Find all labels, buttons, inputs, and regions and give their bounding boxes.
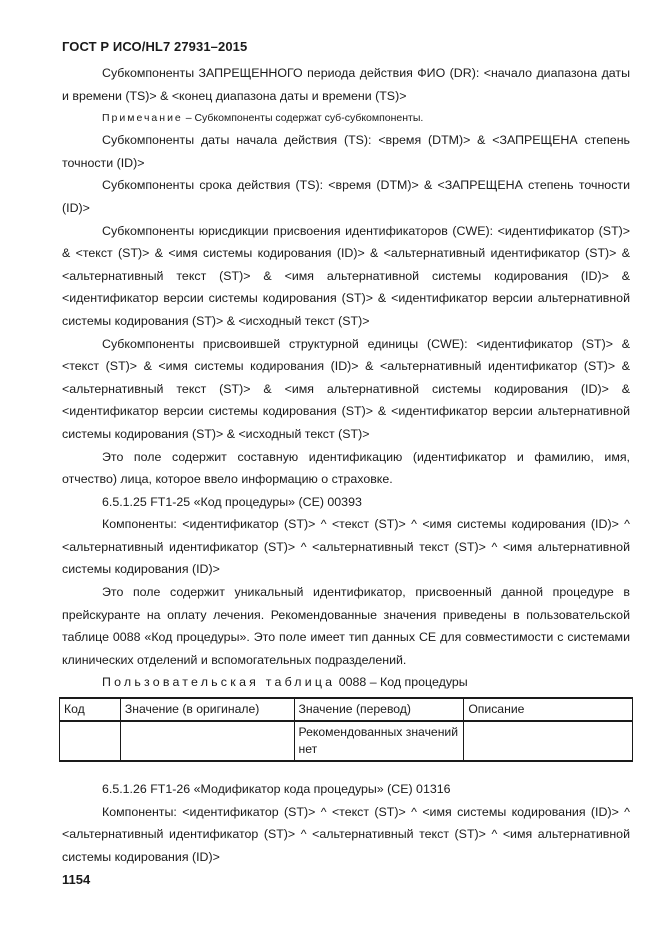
note-text: – Субкомпоненты содержат суб-субкомпоненты. [182,112,424,125]
table-cell [120,721,294,761]
table-caption [62,671,630,694]
table-cell: Рекомендованных значений нет [294,721,464,761]
paragraph: Субкомпоненты даты начала действия (TS): <время (DTM)> & <ЗАПРЕЩЕНА степень точности (ID)> [62,133,630,170]
paragraph: Компоненты: <идентификатор (ST)> ^ <текст (ST)> ^ <имя системы кодирования (ID)> ^ <альтернативный идентификатор (ST)> ^ <альтернативный текст (ST)> ^ <имя альтернативной системы кодирования (ID)> [62,517,630,577]
paragraph: Это поле содержит уникальный идентификатор, присвоенный данной процедуре в прейскуранте на оплату лечения. Рекомендованные значения приведены в пользовательской таблице 0088 «Код процедуры». Это поле имеет тип данных CE для совместимости с системами клинических отделений и вспомогательных подразделений. [62,585,630,667]
document-header: ГОСТ Р ИСО/HL7 27931–2015 [62,39,248,54]
note [62,107,630,129]
document-body [62,62,630,868]
table-row [60,721,633,761]
section-heading: 6.5.1.25 FT1-25 «Код процедуры» (CE) 00393 [102,494,362,509]
section-heading: 6.5.1.26 FT1-26 «Модификатор кода процедуры» (CE) 01316 [102,782,451,797]
paragraph: Субкомпоненты присвоившей структурной единицы (CWE): <идентификатор (ST)> & <текст (ST)> & <имя системы кодирования (ID)> & <альтернативный идентификатор (ST)> & <альтернативный текст (ST)> & <имя альтернативной системы кодирования (ID)> & <идентификатор версии системы кодирования (ST)> & <идентификатор версии альтернативной системы кодирования (ST)> & <исходный текст (ST)> [62,336,630,441]
table-header-cell: Значение (перевод) [294,698,464,721]
paragraph: Компоненты: <идентификатор (ST)> ^ <текст (ST)> ^ <имя системы кодирования (ID)> ^ <альтернативный идентификатор (ST)> ^ <альтернативный текст (ST)> ^ <имя альтернативной системы кодирования (ID)> [62,804,630,864]
table-header-row [60,698,633,721]
table-header-cell: Значение (в оригинале) [120,698,294,721]
table-header-cell: Описание [464,698,633,721]
paragraph: Это поле содержит составную идентификацию (идентификатор и фамилию, имя, отчество) лица, которое ввело информацию о страховке. [62,449,630,487]
paragraph: Субкомпоненты юрисдикции присвоения идентификаторов (CWE): <идентификатор (ST)> & <текст (ST)> & <имя системы кодирования (ID)> & <альтернативный идентификатор (ST)> & <альтернативный текст (ST)> & <имя альтернативной системы кодирования (ID)> & <идентификатор версии системы кодирования (ST)> & <идентификатор версии альтернативной системы кодирования (ST)> & <исходный текст (ST)> [62,223,630,328]
note-label: Примечание [102,112,183,125]
table-cell [60,721,121,761]
paragraph: Субкомпоненты ЗАПРЕЩЕННОГО периода действия ФИО (DR): <начало диапазона даты и времени (TS)> & <конец диапазона даты и времени (TS)> [62,66,630,103]
procedure-code-table [59,697,633,762]
paragraph: Субкомпоненты срока действия (TS): <время (DTM)> & <ЗАПРЕЩЕНА степень точности (ID)> [62,178,630,215]
table-cell [464,721,633,761]
table-header-cell: Код [60,698,121,721]
page-number: 1154 [62,872,91,887]
table-caption-rest: 0088 – Код процедуры [335,675,468,690]
table-caption-label: Пользовательская таблица [102,675,336,690]
